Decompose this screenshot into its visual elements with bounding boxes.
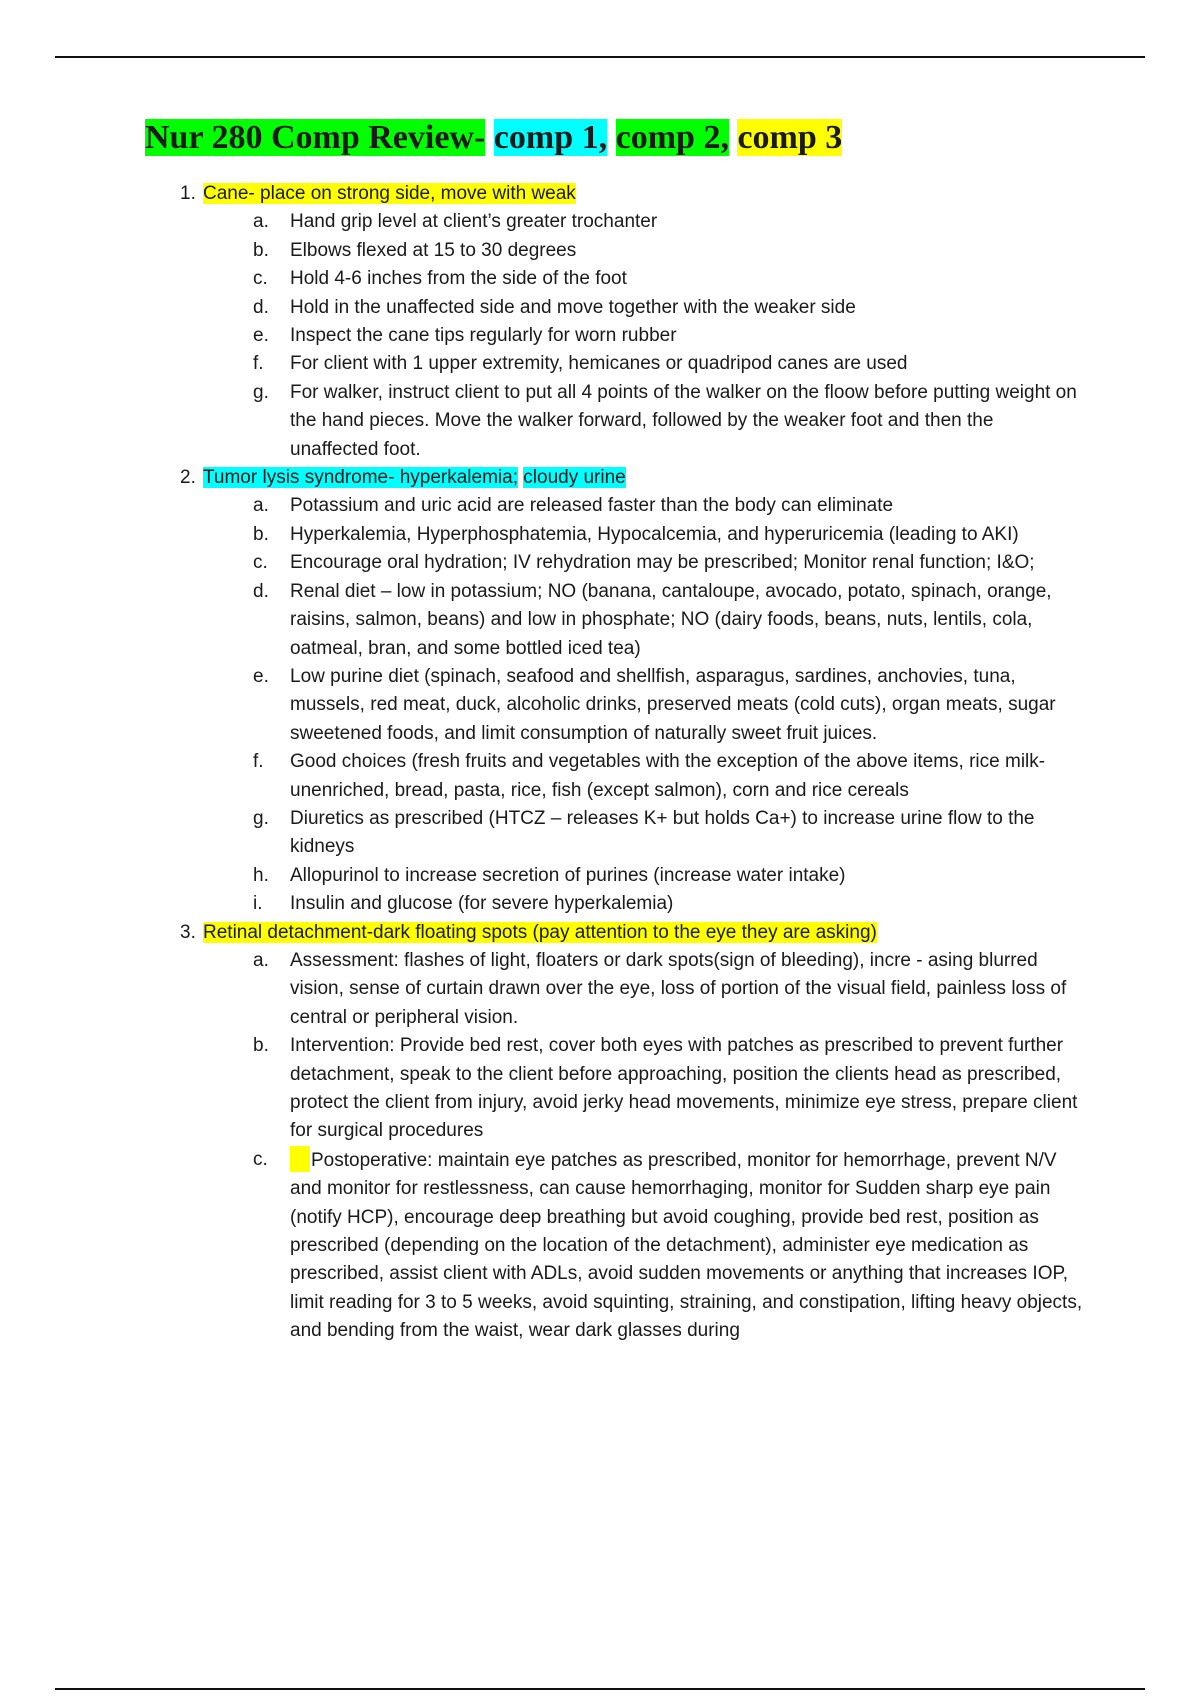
list-item-retinal-detachment <box>0 919 1200 947</box>
sub-item-text: Hyperkalemia, Hyperphosphatemia, Hypocalcemia, and hyperuricemia (leading to AKI) <box>290 523 1019 545</box>
sub-item <box>0 1032 1200 1146</box>
sub-item-text: Renal diet – low in potassium; NO (banana, cantaloupe, avocado, potato, spinach, orange, raisins, salmon, beans) and low in phosphate; NO (dairy foods, beans, nuts, lentils, cola, oatmeal, bran, and some bottled iced tea) <box>290 580 1052 659</box>
item-heading-part-2: cloudy urine <box>523 467 626 489</box>
item-number: 1. <box>180 183 196 204</box>
sub-item-letter: i. <box>253 893 263 915</box>
sub-item-letter: e. <box>253 325 269 347</box>
sub-item <box>0 549 1200 577</box>
sub-item <box>0 237 1200 265</box>
sub-item <box>0 294 1200 322</box>
sub-item-letter: a. <box>253 211 269 233</box>
sub-item <box>0 862 1200 890</box>
sub-item-letter: b. <box>253 1035 269 1057</box>
title-part-3: comp 2, <box>615 119 729 156</box>
sub-item-letter: f. <box>253 751 264 773</box>
sub-item <box>0 663 1200 748</box>
sub-item <box>0 947 1200 1032</box>
sub-item-letter: e. <box>253 665 269 687</box>
sub-item-text: Hand grip level at client’s greater trochanter <box>290 211 658 233</box>
sub-item <box>0 748 1200 805</box>
sub-item-text: For walker, instruct client to put all 4 points of the walker on the floow before putting weight on the hand pieces. Move the walker forward, followed by the weaker foot and then the unaffected foot. <box>290 381 1077 460</box>
title-part-2: comp 1, <box>493 119 608 156</box>
sub-item-letter: b. <box>253 523 269 545</box>
sub-item-text: Low purine diet (spinach, seafood and shellfish, asparagus, sardines, anchovies, tuna, mussels, red meat, duck, alcoholic drinks, preserved meats (cold cuts), organ meats, sugar sweetened foods, and limit consumption of naturally sweet fruit juices. <box>290 665 1056 744</box>
sub-item <box>0 265 1200 293</box>
title-part-1: Nur 280 Comp Review- <box>145 119 486 156</box>
sub-item-letter: c. <box>253 552 268 574</box>
sub-item-text: Inspect the cane tips regularly for worn rubber <box>290 325 677 347</box>
sub-item-letter: h. <box>253 864 269 886</box>
sub-item-text: Allopurinol to increase secretion of purines (increase water intake) <box>290 864 846 886</box>
sub-item <box>0 322 1200 350</box>
sub-item-letter: a. <box>253 495 269 517</box>
sub-item-letter: g. <box>253 381 269 403</box>
sub-item-text: Elbows flexed at 15 to 30 degrees <box>290 239 577 261</box>
sub-item-text: Assessment: flashes of light, floaters or dark spots(sign of bleeding), incre - asing blurred vision, sense of curtain drawn over the eye, loss of portion of the visual field, painless loss of central or peripheral vision. <box>290 949 1067 1028</box>
sub-item-letter: b. <box>253 239 269 261</box>
sub-item-text: Hold in the unaffected side and move together with the weaker side <box>290 296 856 318</box>
document-body <box>0 180 1200 1346</box>
sub-item-letter: c. <box>253 268 268 290</box>
sub-item <box>0 1146 1200 1346</box>
sub-item-letter: d. <box>253 296 269 318</box>
item-heading: Retinal detachment-dark floating spots (pay attention to the eye they are asking) <box>203 921 877 943</box>
sub-item-text: Potassium and uric acid are released faster than the body can eliminate <box>290 495 894 517</box>
sub-item <box>0 208 1200 236</box>
sub-item-text: Intervention: Provide bed rest, cover both eyes with patches as prescribed to prevent further detachment, speak to the client before approaching, position the clients head as prescribed, protect the client from injury, avoid jerky head movements, minimize eye stress, prepare client for surgical procedures <box>290 1035 1078 1142</box>
page-title <box>145 116 842 160</box>
item-heading-part-1: Tumor lysis syndrome- hyperkalemia; <box>203 467 518 489</box>
item-number: 2. <box>180 467 196 489</box>
item-number: 3. <box>180 921 196 943</box>
sub-item-letter: f. <box>253 353 264 375</box>
sub-item-text: Insulin and glucose (for severe hyperkalemia) <box>290 893 674 915</box>
sub-item-letter: a. <box>253 949 269 971</box>
sub-item-letter: d. <box>253 580 269 602</box>
sub-item <box>0 805 1200 862</box>
sub-item-text: Hold 4-6 inches from the side of the foot <box>290 268 627 290</box>
item-heading: Cane- place on strong side, move with weak <box>203 183 576 204</box>
sub-item <box>0 379 1200 464</box>
highlight-marker <box>290 1146 310 1172</box>
sub-item <box>0 521 1200 549</box>
sub-item-text: Encourage oral hydration; IV rehydration may be prescribed; Monitor renal function; I&O; <box>290 552 1035 574</box>
sub-item-letter: c. <box>253 1148 268 1170</box>
bottom-rule <box>55 1688 1145 1690</box>
sub-item <box>0 350 1200 378</box>
sub-item-text: Good choices (fresh fruits and vegetables with the exception of the above items, rice milk-unenriched, bread, pasta, rice, fish (except salmon), corn and rice cereals <box>290 751 1046 801</box>
sub-item-text: For client with 1 upper extremity, hemicanes or quadripod canes are used <box>290 353 908 375</box>
sub-item-text: Postoperative: maintain eye patches as prescribed, monitor for hemorrhage, prevent N/V and monitor for restlessness, can cause hemorrhaging, monitor for Sudden sharp eye pain (notify HCP), encourage deep breathing but avoid coughing, provide bed rest, position as prescribed (depending on the location of the detachment), administer eye medication as prescribed, assist client with ADLs, avoid sudden movements or anything that increases IOP, limit reading for 3 to 5 weeks, avoid squinting, straining, and constipation, lifting heavy objects, and bending from the waist, wear dark glasses during <box>290 1149 1083 1342</box>
sub-item-text: Diuretics as prescribed (HTCZ – releases K+ but holds Ca+) to increase urine flow to the kidneys <box>290 807 1035 858</box>
sub-item <box>0 890 1200 918</box>
list-item-cane <box>0 180 1200 208</box>
top-rule <box>55 56 1145 58</box>
sub-item <box>0 578 1200 663</box>
sub-item <box>0 492 1200 520</box>
sub-item-letter: g. <box>253 807 269 829</box>
title-part-4: comp 3 <box>737 119 843 156</box>
list-item-tumor-lysis <box>0 464 1200 492</box>
